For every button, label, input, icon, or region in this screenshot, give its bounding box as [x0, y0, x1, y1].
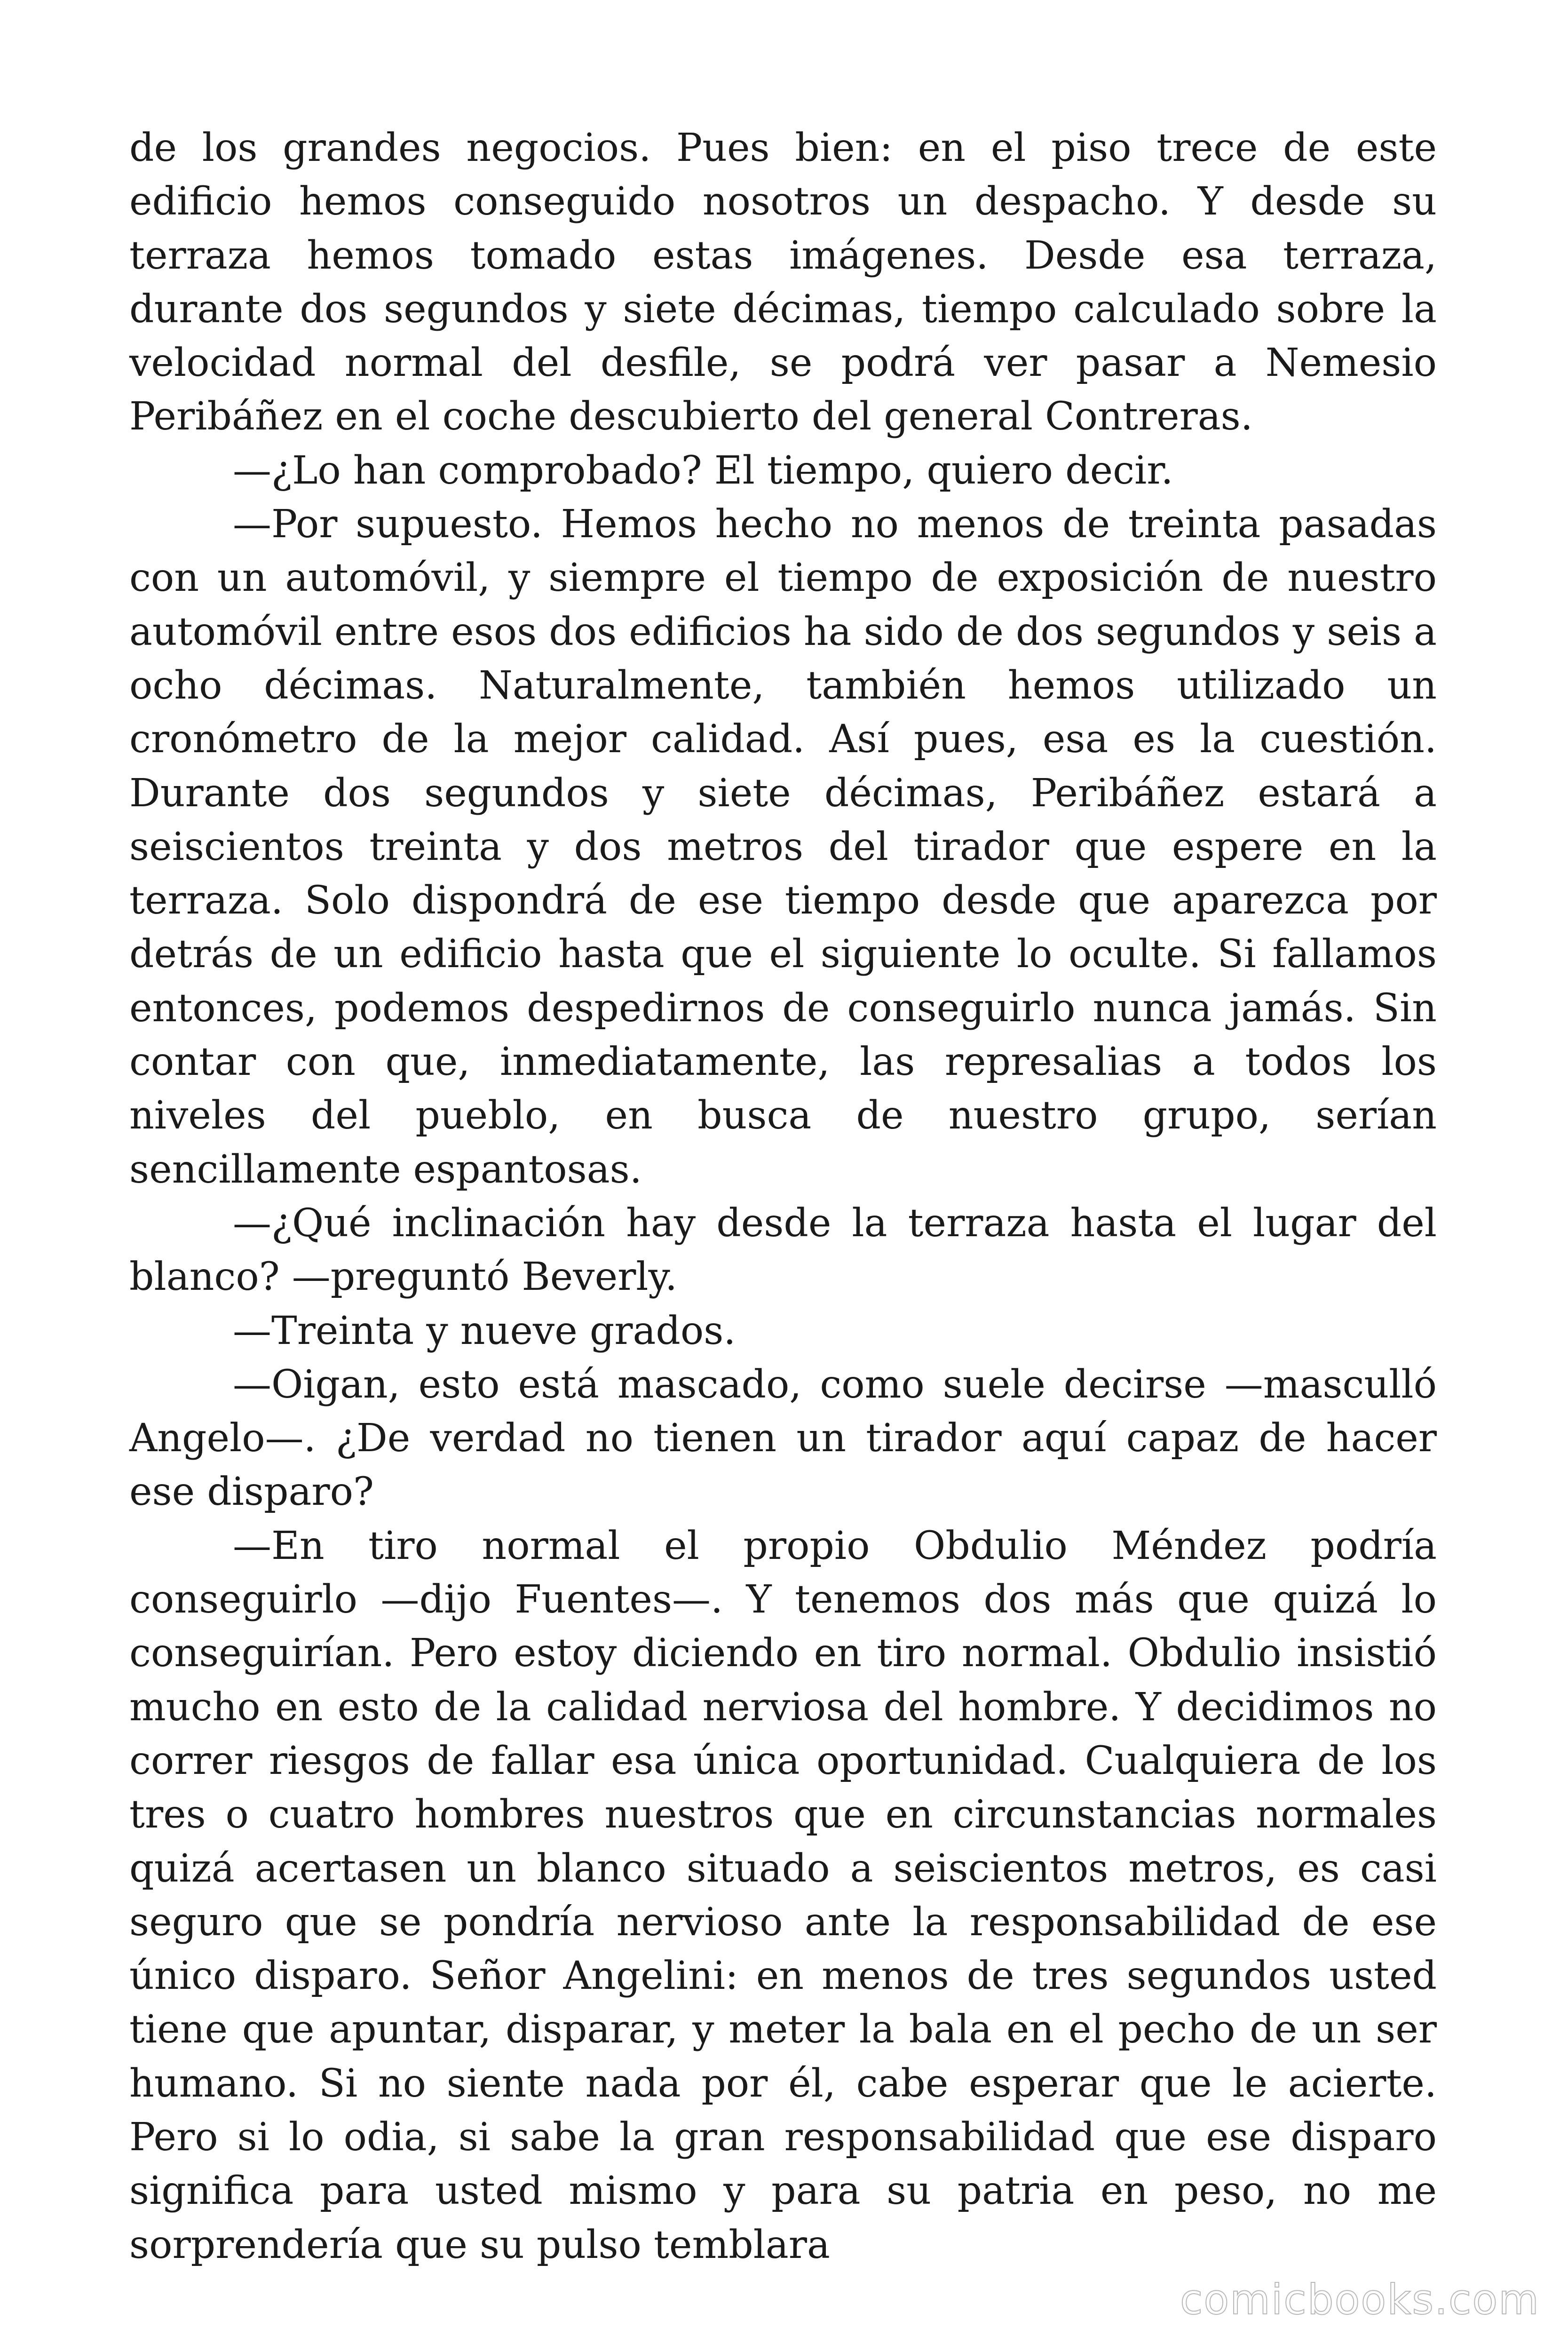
paragraph-dialogue: —Por supuesto. Hemos hecho no menos de treinta pasadas con un automóvil, y siempre el tiempo de exposición de nuestro automóvil entre esos dos edificios ha sido de dos segundos y seis a ocho décimas. Naturalmente, también hemos utilizado un cronómetro de la mejor calidad. Así pues, esa es la cuestión. Durante dos segundos y siete décimas, Peribáñez estará a seiscientos treinta y dos metros del tirador que espere en la terraza. Solo dispondrá de ese tiempo desde que aparezca por detrás de un edificio hasta que el siguiente lo oculte. Si fallamos entonces, podemos despedirnos de conseguirlo nunca jamás. Sin contar con que, inmediatamente, las represalias a todos los niveles del pueblo, en busca de nuestro grupo, serían sencillamente espantosas. [129, 502, 1437, 1192]
paragraph-dialogue: —En tiro normal el propio Obdulio Méndez podría conseguirlo —dijo Fuentes—. Y tenemos dos más que quizá lo conseguirían. Pero estoy diciendo en tiro normal. Obdulio insistió mucho en esto de la calidad nerviosa del hombre. Y decidimos no correr riesgos de fallar esa única oportunidad. Cualquiera de los tres o cuatro hombres nuestros que en circunstancias normales quizá acertasen un blanco situado a seiscientos metros, es casi seguro que se pondría nervioso ante la responsabilidad de ese único disparo. Señor Angelini: en menos de tres segundos usted tiene que apuntar, disparar, y meter la bala en el pecho de un ser humano. Si no siente nada por él, cabe esperar que le acierte. Pero si lo odia, si sabe la gran responsabilidad que ese disparo significa para usted mismo y para su patria en peso, no me sorprendería que su pulso temblara [129, 1523, 1437, 2267]
body-text [129, 121, 1437, 2272]
paragraph-dialogue: —Treinta y nueve grados. [233, 1308, 736, 1353]
site-watermark: comicbooks.com [1180, 2275, 1540, 2324]
paragraph-dialogue: —Oigan, esto está mascado, como suele decirse —masculló Angelo—. ¿De verdad no tienen un tirador aquí capaz de hacer ese disparo? [129, 1362, 1437, 1515]
paragraph-continuation: de los grandes negocios. Pues bien: en el piso trece de este edificio hemos conseguido nosotros un despacho. Y desde su terraza hemos tomado estas imágenes. Desde esa terraza, durante dos segundos y siete décimas, tiempo calculado sobre la velocidad normal del desfile, se podrá ver pasar a Nemesio Peribáñez en el coche descubierto del general Contreras. [129, 126, 1437, 439]
paragraph-dialogue: —¿Qué inclinación hay desde la terraza hasta el lugar del blanco? —preguntó Beverly. [129, 1200, 1437, 1300]
paragraph-dialogue: —¿Lo han comprobado? El tiempo, quiero decir. [233, 448, 1173, 493]
